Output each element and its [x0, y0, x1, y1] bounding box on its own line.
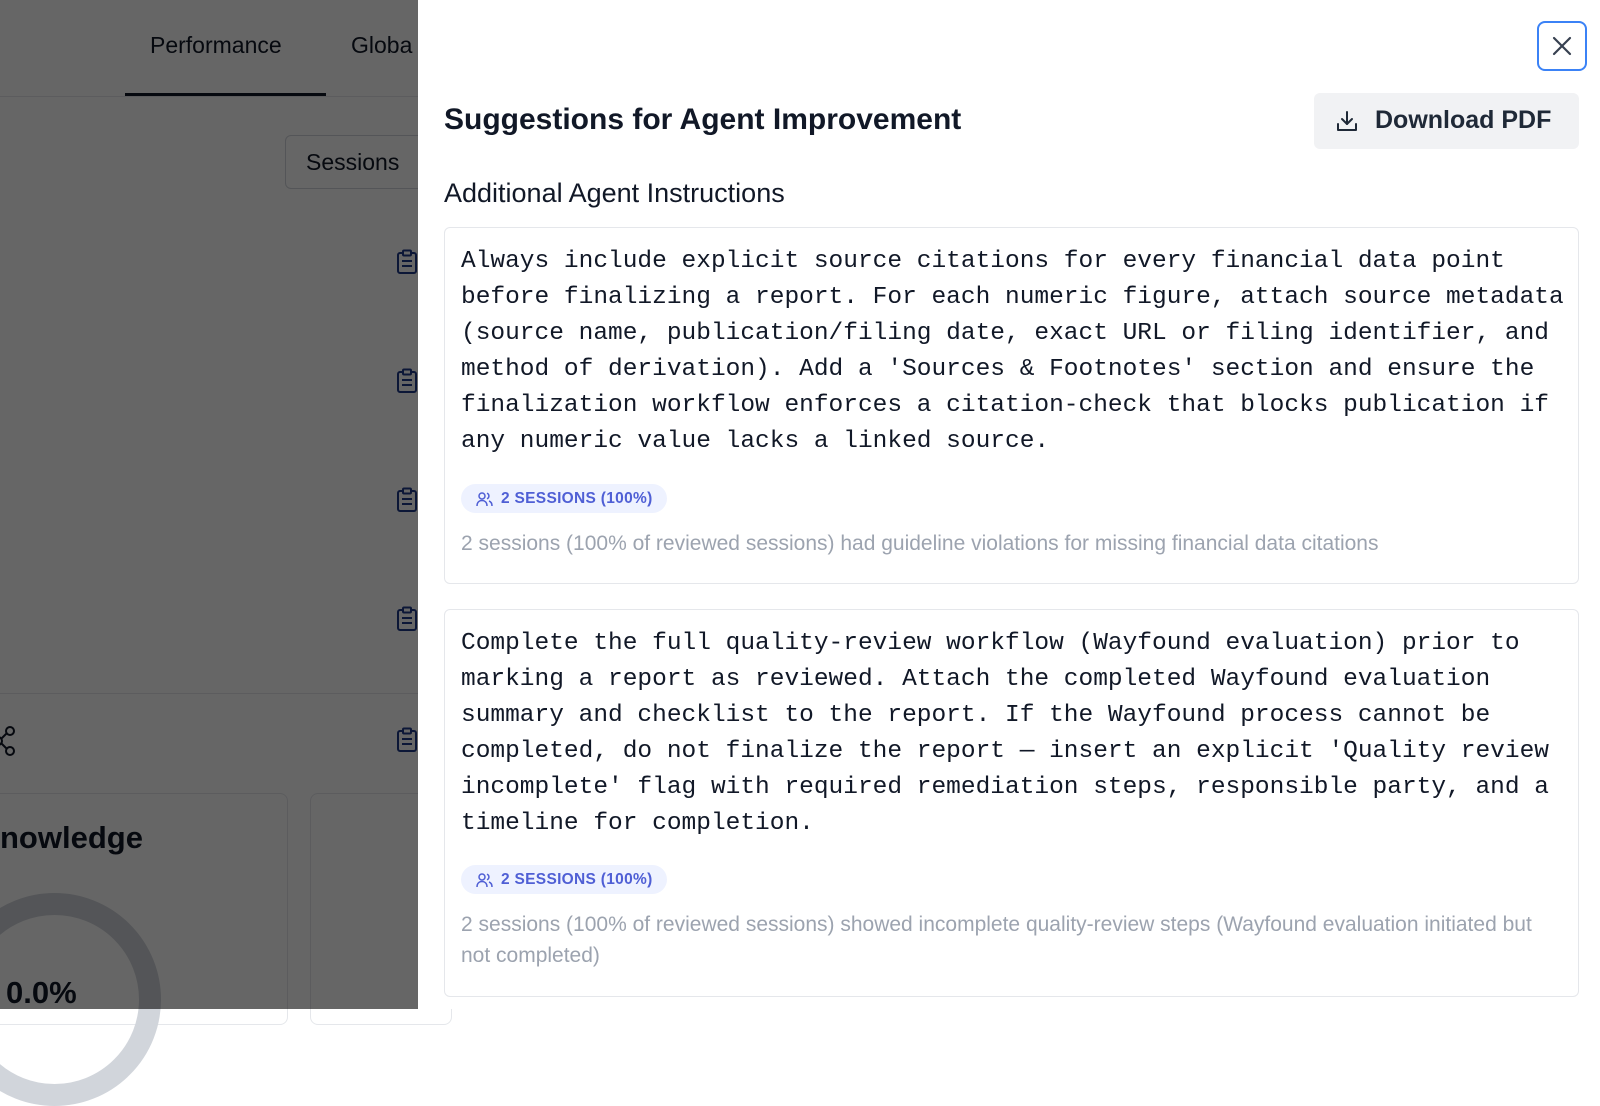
drawer-title: Suggestions for Agent Improvement — [444, 103, 962, 136]
close-button[interactable] — [1537, 21, 1587, 71]
suggestion-note: 2 sessions (100% of reviewed sessions) had guideline violations for missing financial data citations — [461, 532, 1379, 555]
sessions-badge — [461, 865, 667, 894]
close-icon — [1552, 36, 1572, 56]
users-icon — [476, 872, 493, 888]
sessions-badge — [461, 484, 667, 513]
section-title: Additional Agent Instructions — [444, 178, 785, 208]
download-pdf-label: Download PDF — [1375, 106, 1552, 134]
suggestion-text: Complete the full quality-review workflow (Wayfound evaluation) prior to marking a report as reviewed. Attach the completed Wayfound evaluation summary and checklist to the report. If the Wayfound process cannot be completed, do not finalize the report — insert an explicit 'Quality review incomplete' flag with required remediation steps, responsible party, and a timeline for completion. — [461, 630, 1549, 837]
download-pdf-button[interactable] — [1314, 93, 1579, 149]
suggestion-note: 2 sessions (100% of reviewed sessions) showed incomplete quality-review steps (Wayfound evaluation initiated but not completed) — [461, 913, 1532, 967]
sessions-badge-label: 2 SESSIONS (100%) — [501, 870, 653, 888]
download-icon — [1336, 110, 1358, 132]
suggestion-card — [444, 227, 1579, 584]
modal-backdrop[interactable] — [0, 0, 418, 1009]
users-icon — [476, 491, 493, 507]
sessions-badge-label: 2 SESSIONS (100%) — [501, 489, 653, 507]
suggestion-text: Always include explicit source citations for every financial data point before finalizing a report. For each numeric figure, attach source metadata (source name, publication/filing date, exact URL or filing identifier, and method of derivation). Add a 'Sources & Footnotes' section and ensure the finalization workflow enforces a citation-check that blocks publication if any numeric value lacks a linked source. — [461, 248, 1564, 455]
suggestion-card — [444, 609, 1579, 997]
